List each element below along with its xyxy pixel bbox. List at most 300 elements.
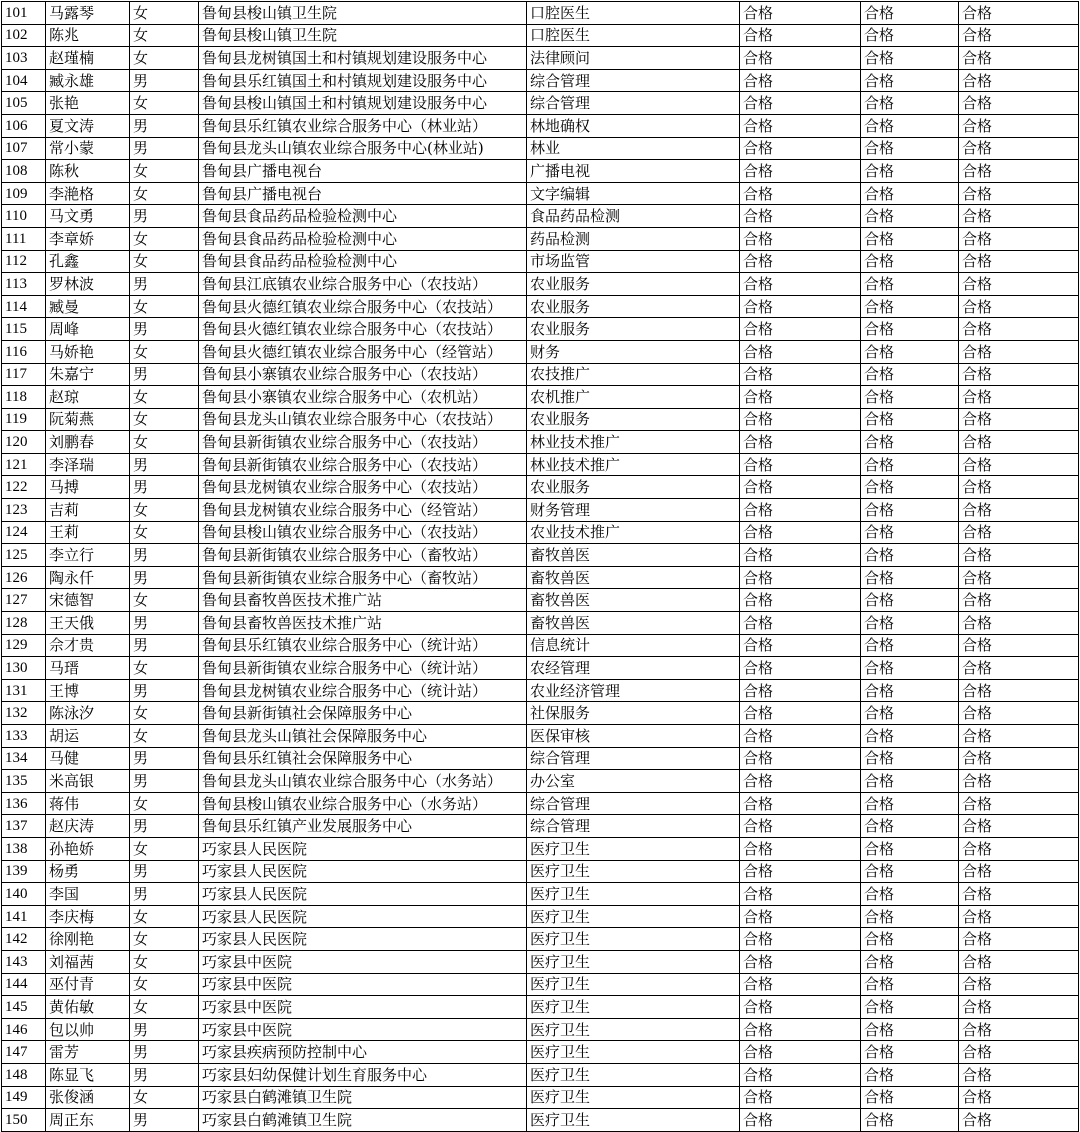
exam-result-cell: 合格 xyxy=(740,69,861,92)
position-cell: 农业经济管理 xyxy=(527,679,740,702)
employer-cell: 鲁甸县乐红镇产业发展服务中心 xyxy=(199,815,527,838)
assessment-result-cell: 合格 xyxy=(959,205,1079,228)
assessment-result-cell: 合格 xyxy=(959,386,1079,409)
position-cell: 医疗卫生 xyxy=(527,1063,740,1086)
exam-result-cell: 合格 xyxy=(740,363,861,386)
table-row xyxy=(2,340,1079,363)
assessment-result-cell: 合格 xyxy=(959,589,1079,612)
exam-result-cell: 合格 xyxy=(740,408,861,431)
position-cell: 口腔医生 xyxy=(527,24,740,47)
employer-cell: 鲁甸县新街镇农业综合服务中心（畜牧站） xyxy=(199,566,527,589)
assessment-result-cell: 合格 xyxy=(959,928,1079,951)
name-cell: 黄佑敏 xyxy=(46,996,130,1019)
exam-result-cell: 合格 xyxy=(740,679,861,702)
name-cell: 周峰 xyxy=(46,318,130,341)
serial-number-cell: 103 xyxy=(2,47,46,70)
inspection-result-cell: 合格 xyxy=(861,431,959,454)
employer-cell: 鲁甸县龙头山镇农业综合服务中心(林业站) xyxy=(199,137,527,160)
serial-number-cell: 113 xyxy=(2,273,46,296)
gender-cell: 男 xyxy=(130,883,199,906)
gender-cell: 男 xyxy=(130,137,199,160)
table-row xyxy=(2,521,1079,544)
table-row xyxy=(2,566,1079,589)
inspection-result-cell: 合格 xyxy=(861,612,959,635)
exam-result-cell: 合格 xyxy=(740,2,861,25)
name-cell: 孔鑫 xyxy=(46,250,130,273)
results-table-body xyxy=(2,2,1079,1132)
name-cell: 臧永雄 xyxy=(46,69,130,92)
name-cell: 赵庆涛 xyxy=(46,815,130,838)
table-row xyxy=(2,860,1079,883)
assessment-result-cell: 合格 xyxy=(959,679,1079,702)
exam-result-cell: 合格 xyxy=(740,273,861,296)
serial-number-cell: 146 xyxy=(2,1018,46,1041)
employer-cell: 鲁甸县小寨镇农业综合服务中心（农机站） xyxy=(199,386,527,409)
position-cell: 口腔医生 xyxy=(527,2,740,25)
position-cell: 综合管理 xyxy=(527,69,740,92)
inspection-result-cell: 合格 xyxy=(861,1086,959,1109)
name-cell: 刘鹏春 xyxy=(46,431,130,454)
table-row xyxy=(2,928,1079,951)
inspection-result-cell: 合格 xyxy=(861,227,959,250)
inspection-result-cell: 合格 xyxy=(861,408,959,431)
table-row xyxy=(2,996,1079,1019)
table-row xyxy=(2,905,1079,928)
table-row xyxy=(2,499,1079,522)
name-cell: 夏文涛 xyxy=(46,114,130,137)
employer-cell: 巧家县中医院 xyxy=(199,996,527,1019)
table-row xyxy=(2,1018,1079,1041)
table-row xyxy=(2,137,1079,160)
serial-number-cell: 135 xyxy=(2,770,46,793)
exam-result-cell: 合格 xyxy=(740,431,861,454)
name-cell: 李庆梅 xyxy=(46,905,130,928)
employer-cell: 鲁甸县新街镇社会保障服务中心 xyxy=(199,702,527,725)
employer-cell: 鲁甸县龙树镇国土和村镇规划建设服务中心 xyxy=(199,47,527,70)
inspection-result-cell: 合格 xyxy=(861,47,959,70)
position-cell: 农业技术推广 xyxy=(527,521,740,544)
gender-cell: 男 xyxy=(130,273,199,296)
inspection-result-cell: 合格 xyxy=(861,725,959,748)
position-cell: 广播电视 xyxy=(527,160,740,183)
serial-number-cell: 122 xyxy=(2,476,46,499)
employer-cell: 鲁甸县江底镇农业综合服务中心（农技站） xyxy=(199,273,527,296)
serial-number-cell: 105 xyxy=(2,92,46,115)
inspection-result-cell: 合格 xyxy=(861,205,959,228)
inspection-result-cell: 合格 xyxy=(861,340,959,363)
table-row xyxy=(2,815,1079,838)
assessment-result-cell: 合格 xyxy=(959,160,1079,183)
exam-result-cell: 合格 xyxy=(740,996,861,1019)
gender-cell: 女 xyxy=(130,589,199,612)
serial-number-cell: 143 xyxy=(2,950,46,973)
exam-result-cell: 合格 xyxy=(740,1109,861,1132)
name-cell: 陶永仟 xyxy=(46,566,130,589)
inspection-result-cell: 合格 xyxy=(861,860,959,883)
serial-number-cell: 117 xyxy=(2,363,46,386)
exam-result-cell: 合格 xyxy=(740,747,861,770)
name-cell: 米高银 xyxy=(46,770,130,793)
serial-number-cell: 139 xyxy=(2,860,46,883)
table-row xyxy=(2,363,1079,386)
assessment-result-cell: 合格 xyxy=(959,837,1079,860)
serial-number-cell: 125 xyxy=(2,544,46,567)
gender-cell: 男 xyxy=(130,612,199,635)
serial-number-cell: 112 xyxy=(2,250,46,273)
gender-cell: 男 xyxy=(130,566,199,589)
gender-cell: 女 xyxy=(130,1086,199,1109)
table-row xyxy=(2,657,1079,680)
gender-cell: 男 xyxy=(130,634,199,657)
assessment-result-cell: 合格 xyxy=(959,476,1079,499)
employer-cell: 鲁甸县畜牧兽医技术推广站 xyxy=(199,612,527,635)
table-row xyxy=(2,792,1079,815)
table-row xyxy=(2,431,1079,454)
assessment-result-cell: 合格 xyxy=(959,2,1079,25)
name-cell: 孙艳娇 xyxy=(46,837,130,860)
assessment-result-cell: 合格 xyxy=(959,1063,1079,1086)
assessment-result-cell: 合格 xyxy=(959,250,1079,273)
exam-result-cell: 合格 xyxy=(740,792,861,815)
inspection-result-cell: 合格 xyxy=(861,973,959,996)
gender-cell: 女 xyxy=(130,47,199,70)
assessment-result-cell: 合格 xyxy=(959,950,1079,973)
employer-cell: 鲁甸县乐红镇国土和村镇规划建设服务中心 xyxy=(199,69,527,92)
exam-result-cell: 合格 xyxy=(740,47,861,70)
employer-cell: 鲁甸县火德红镇农业综合服务中心（经管站） xyxy=(199,340,527,363)
name-cell: 马健 xyxy=(46,747,130,770)
position-cell: 医疗卫生 xyxy=(527,1041,740,1064)
name-cell: 王天俄 xyxy=(46,612,130,635)
inspection-result-cell: 合格 xyxy=(861,566,959,589)
serial-number-cell: 123 xyxy=(2,499,46,522)
assessment-result-cell: 合格 xyxy=(959,273,1079,296)
table-row xyxy=(2,1063,1079,1086)
inspection-result-cell: 合格 xyxy=(861,792,959,815)
table-row xyxy=(2,205,1079,228)
inspection-result-cell: 合格 xyxy=(861,544,959,567)
inspection-result-cell: 合格 xyxy=(861,747,959,770)
inspection-result-cell: 合格 xyxy=(861,928,959,951)
exam-result-cell: 合格 xyxy=(740,1018,861,1041)
serial-number-cell: 119 xyxy=(2,408,46,431)
employer-cell: 鲁甸县新街镇农业综合服务中心（统计站） xyxy=(199,657,527,680)
name-cell: 阮菊燕 xyxy=(46,408,130,431)
gender-cell: 女 xyxy=(130,928,199,951)
table-row xyxy=(2,725,1079,748)
gender-cell: 女 xyxy=(130,92,199,115)
name-cell: 刘福茜 xyxy=(46,950,130,973)
name-cell: 赵瑾楠 xyxy=(46,47,130,70)
name-cell: 马露琴 xyxy=(46,2,130,25)
inspection-result-cell: 合格 xyxy=(861,657,959,680)
employer-cell: 鲁甸县梭山镇卫生院 xyxy=(199,24,527,47)
inspection-result-cell: 合格 xyxy=(861,950,959,973)
position-cell: 医疗卫生 xyxy=(527,1018,740,1041)
inspection-result-cell: 合格 xyxy=(861,160,959,183)
employer-cell: 鲁甸县畜牧兽医技术推广站 xyxy=(199,589,527,612)
serial-number-cell: 140 xyxy=(2,883,46,906)
assessment-result-cell: 合格 xyxy=(959,815,1079,838)
employer-cell: 鲁甸县新街镇农业综合服务中心（农技站） xyxy=(199,431,527,454)
exam-result-cell: 合格 xyxy=(740,340,861,363)
name-cell: 李章娇 xyxy=(46,227,130,250)
employer-cell: 鲁甸县火德红镇农业综合服务中心（农技站） xyxy=(199,318,527,341)
exam-result-cell: 合格 xyxy=(740,702,861,725)
exam-result-cell: 合格 xyxy=(740,114,861,137)
inspection-result-cell: 合格 xyxy=(861,295,959,318)
employer-cell: 鲁甸县火德红镇农业综合服务中心（农技站） xyxy=(199,295,527,318)
name-cell: 张艳 xyxy=(46,92,130,115)
assessment-result-cell: 合格 xyxy=(959,24,1079,47)
employer-cell: 鲁甸县龙头山镇农业综合服务中心（水务站） xyxy=(199,770,527,793)
position-cell: 综合管理 xyxy=(527,792,740,815)
employer-cell: 巧家县白鹤滩镇卫生院 xyxy=(199,1109,527,1132)
assessment-result-cell: 合格 xyxy=(959,295,1079,318)
name-cell: 李滟格 xyxy=(46,182,130,205)
assessment-result-cell: 合格 xyxy=(959,905,1079,928)
position-cell: 畜牧兽医 xyxy=(527,566,740,589)
assessment-result-cell: 合格 xyxy=(959,92,1079,115)
inspection-result-cell: 合格 xyxy=(861,1018,959,1041)
gender-cell: 女 xyxy=(130,24,199,47)
gender-cell: 女 xyxy=(130,702,199,725)
position-cell: 医疗卫生 xyxy=(527,996,740,1019)
position-cell: 财务 xyxy=(527,340,740,363)
table-row xyxy=(2,679,1079,702)
position-cell: 医疗卫生 xyxy=(527,1109,740,1132)
inspection-result-cell: 合格 xyxy=(861,815,959,838)
inspection-result-cell: 合格 xyxy=(861,318,959,341)
assessment-result-cell: 合格 xyxy=(959,453,1079,476)
assessment-result-cell: 合格 xyxy=(959,1041,1079,1064)
gender-cell: 女 xyxy=(130,250,199,273)
position-cell: 医保审核 xyxy=(527,725,740,748)
inspection-result-cell: 合格 xyxy=(861,499,959,522)
position-cell: 医疗卫生 xyxy=(527,928,740,951)
name-cell: 陈兆 xyxy=(46,24,130,47)
exam-result-cell: 合格 xyxy=(740,860,861,883)
assessment-result-cell: 合格 xyxy=(959,973,1079,996)
table-row xyxy=(2,634,1079,657)
serial-number-cell: 141 xyxy=(2,905,46,928)
serial-number-cell: 147 xyxy=(2,1041,46,1064)
assessment-result-cell: 合格 xyxy=(959,996,1079,1019)
employer-cell: 鲁甸县新街镇农业综合服务中心（农技站） xyxy=(199,453,527,476)
table-row xyxy=(2,295,1079,318)
serial-number-cell: 126 xyxy=(2,566,46,589)
exam-result-cell: 合格 xyxy=(740,227,861,250)
gender-cell: 女 xyxy=(130,657,199,680)
inspection-result-cell: 合格 xyxy=(861,1063,959,1086)
exam-result-cell: 合格 xyxy=(740,160,861,183)
gender-cell: 女 xyxy=(130,499,199,522)
serial-number-cell: 121 xyxy=(2,453,46,476)
inspection-result-cell: 合格 xyxy=(861,453,959,476)
assessment-result-cell: 合格 xyxy=(959,137,1079,160)
employer-cell: 鲁甸县食品药品检验检测中心 xyxy=(199,227,527,250)
assessment-result-cell: 合格 xyxy=(959,47,1079,70)
name-cell: 吉莉 xyxy=(46,499,130,522)
employer-cell: 鲁甸县食品药品检验检测中心 xyxy=(199,205,527,228)
name-cell: 李泽瑞 xyxy=(46,453,130,476)
assessment-result-cell: 合格 xyxy=(959,431,1079,454)
table-row xyxy=(2,973,1079,996)
serial-number-cell: 138 xyxy=(2,837,46,860)
inspection-result-cell: 合格 xyxy=(861,837,959,860)
exam-result-cell: 合格 xyxy=(740,657,861,680)
exam-result-cell: 合格 xyxy=(740,182,861,205)
gender-cell: 女 xyxy=(130,182,199,205)
employer-cell: 鲁甸县小寨镇农业综合服务中心（农技站） xyxy=(199,363,527,386)
serial-number-cell: 127 xyxy=(2,589,46,612)
serial-number-cell: 129 xyxy=(2,634,46,657)
assessment-result-cell: 合格 xyxy=(959,860,1079,883)
inspection-result-cell: 合格 xyxy=(861,114,959,137)
inspection-result-cell: 合格 xyxy=(861,634,959,657)
table-row xyxy=(2,2,1079,25)
gender-cell: 男 xyxy=(130,1109,199,1132)
serial-number-cell: 137 xyxy=(2,815,46,838)
assessment-result-cell: 合格 xyxy=(959,702,1079,725)
exam-result-cell: 合格 xyxy=(740,386,861,409)
exam-result-cell: 合格 xyxy=(740,725,861,748)
name-cell: 徐刚艳 xyxy=(46,928,130,951)
gender-cell: 男 xyxy=(130,476,199,499)
table-row xyxy=(2,273,1079,296)
name-cell: 李国 xyxy=(46,883,130,906)
gender-cell: 男 xyxy=(130,544,199,567)
assessment-result-cell: 合格 xyxy=(959,363,1079,386)
table-row xyxy=(2,114,1079,137)
position-cell: 农业服务 xyxy=(527,318,740,341)
serial-number-cell: 145 xyxy=(2,996,46,1019)
exam-result-cell: 合格 xyxy=(740,250,861,273)
inspection-result-cell: 合格 xyxy=(861,386,959,409)
table-row xyxy=(2,589,1079,612)
table-row xyxy=(2,318,1079,341)
position-cell: 法律顾问 xyxy=(527,47,740,70)
assessment-result-cell: 合格 xyxy=(959,634,1079,657)
serial-number-cell: 118 xyxy=(2,386,46,409)
serial-number-cell: 116 xyxy=(2,340,46,363)
position-cell: 财务管理 xyxy=(527,499,740,522)
table-row xyxy=(2,702,1079,725)
gender-cell: 女 xyxy=(130,340,199,363)
gender-cell: 男 xyxy=(130,1063,199,1086)
inspection-result-cell: 合格 xyxy=(861,521,959,544)
gender-cell: 女 xyxy=(130,431,199,454)
gender-cell: 男 xyxy=(130,205,199,228)
position-cell: 医疗卫生 xyxy=(527,883,740,906)
assessment-result-cell: 合格 xyxy=(959,182,1079,205)
name-cell: 杨勇 xyxy=(46,860,130,883)
table-row xyxy=(2,950,1079,973)
assessment-result-cell: 合格 xyxy=(959,792,1079,815)
serial-number-cell: 108 xyxy=(2,160,46,183)
name-cell: 马文勇 xyxy=(46,205,130,228)
name-cell: 朱嘉宁 xyxy=(46,363,130,386)
position-cell: 农业服务 xyxy=(527,273,740,296)
inspection-result-cell: 合格 xyxy=(861,250,959,273)
table-row xyxy=(2,770,1079,793)
exam-result-cell: 合格 xyxy=(740,453,861,476)
position-cell: 农业服务 xyxy=(527,295,740,318)
employer-cell: 鲁甸县广播电视台 xyxy=(199,182,527,205)
inspection-result-cell: 合格 xyxy=(861,679,959,702)
serial-number-cell: 136 xyxy=(2,792,46,815)
employer-cell: 鲁甸县龙树镇农业综合服务中心（统计站） xyxy=(199,679,527,702)
table-row xyxy=(2,453,1079,476)
serial-number-cell: 111 xyxy=(2,227,46,250)
serial-number-cell: 115 xyxy=(2,318,46,341)
gender-cell: 男 xyxy=(130,770,199,793)
table-row xyxy=(2,47,1079,70)
exam-result-cell: 合格 xyxy=(740,634,861,657)
position-cell: 药品检测 xyxy=(527,227,740,250)
name-cell: 陈泳汐 xyxy=(46,702,130,725)
assessment-result-cell: 合格 xyxy=(959,612,1079,635)
gender-cell: 女 xyxy=(130,905,199,928)
name-cell: 巫付青 xyxy=(46,973,130,996)
assessment-result-cell: 合格 xyxy=(959,114,1079,137)
gender-cell: 男 xyxy=(130,114,199,137)
position-cell: 农业服务 xyxy=(527,476,740,499)
employer-cell: 鲁甸县广播电视台 xyxy=(199,160,527,183)
gender-cell: 女 xyxy=(130,227,199,250)
gender-cell: 女 xyxy=(130,725,199,748)
gender-cell: 男 xyxy=(130,747,199,770)
employer-cell: 巧家县白鹤滩镇卫生院 xyxy=(199,1086,527,1109)
position-cell: 畜牧兽医 xyxy=(527,589,740,612)
position-cell: 食品药品检测 xyxy=(527,205,740,228)
serial-number-cell: 128 xyxy=(2,612,46,635)
serial-number-cell: 144 xyxy=(2,973,46,996)
gender-cell: 男 xyxy=(130,1018,199,1041)
employer-cell: 鲁甸县梭山镇国土和村镇规划建设服务中心 xyxy=(199,92,527,115)
table-row xyxy=(2,160,1079,183)
position-cell: 信息统计 xyxy=(527,634,740,657)
gender-cell: 女 xyxy=(130,973,199,996)
position-cell: 办公室 xyxy=(527,770,740,793)
table-row xyxy=(2,1041,1079,1064)
gender-cell: 女 xyxy=(130,792,199,815)
serial-number-cell: 120 xyxy=(2,431,46,454)
assessment-result-cell: 合格 xyxy=(959,1018,1079,1041)
inspection-result-cell: 合格 xyxy=(861,883,959,906)
exam-result-cell: 合格 xyxy=(740,1063,861,1086)
serial-number-cell: 124 xyxy=(2,521,46,544)
exam-result-cell: 合格 xyxy=(740,499,861,522)
table-row xyxy=(2,227,1079,250)
position-cell: 综合管理 xyxy=(527,815,740,838)
employer-cell: 鲁甸县新街镇农业综合服务中心（畜牧站） xyxy=(199,544,527,567)
assessment-result-cell: 合格 xyxy=(959,1109,1079,1132)
exam-result-cell: 合格 xyxy=(740,905,861,928)
assessment-result-cell: 合格 xyxy=(959,69,1079,92)
employer-cell: 鲁甸县梭山镇农业综合服务中心（水务站） xyxy=(199,792,527,815)
name-cell: 包以帅 xyxy=(46,1018,130,1041)
assessment-result-cell: 合格 xyxy=(959,340,1079,363)
employer-cell: 巧家县中医院 xyxy=(199,1018,527,1041)
table-row xyxy=(2,386,1079,409)
serial-number-cell: 131 xyxy=(2,679,46,702)
gender-cell: 男 xyxy=(130,860,199,883)
serial-number-cell: 148 xyxy=(2,1063,46,1086)
exam-result-cell: 合格 xyxy=(740,1086,861,1109)
serial-number-cell: 101 xyxy=(2,2,46,25)
table-row xyxy=(2,182,1079,205)
